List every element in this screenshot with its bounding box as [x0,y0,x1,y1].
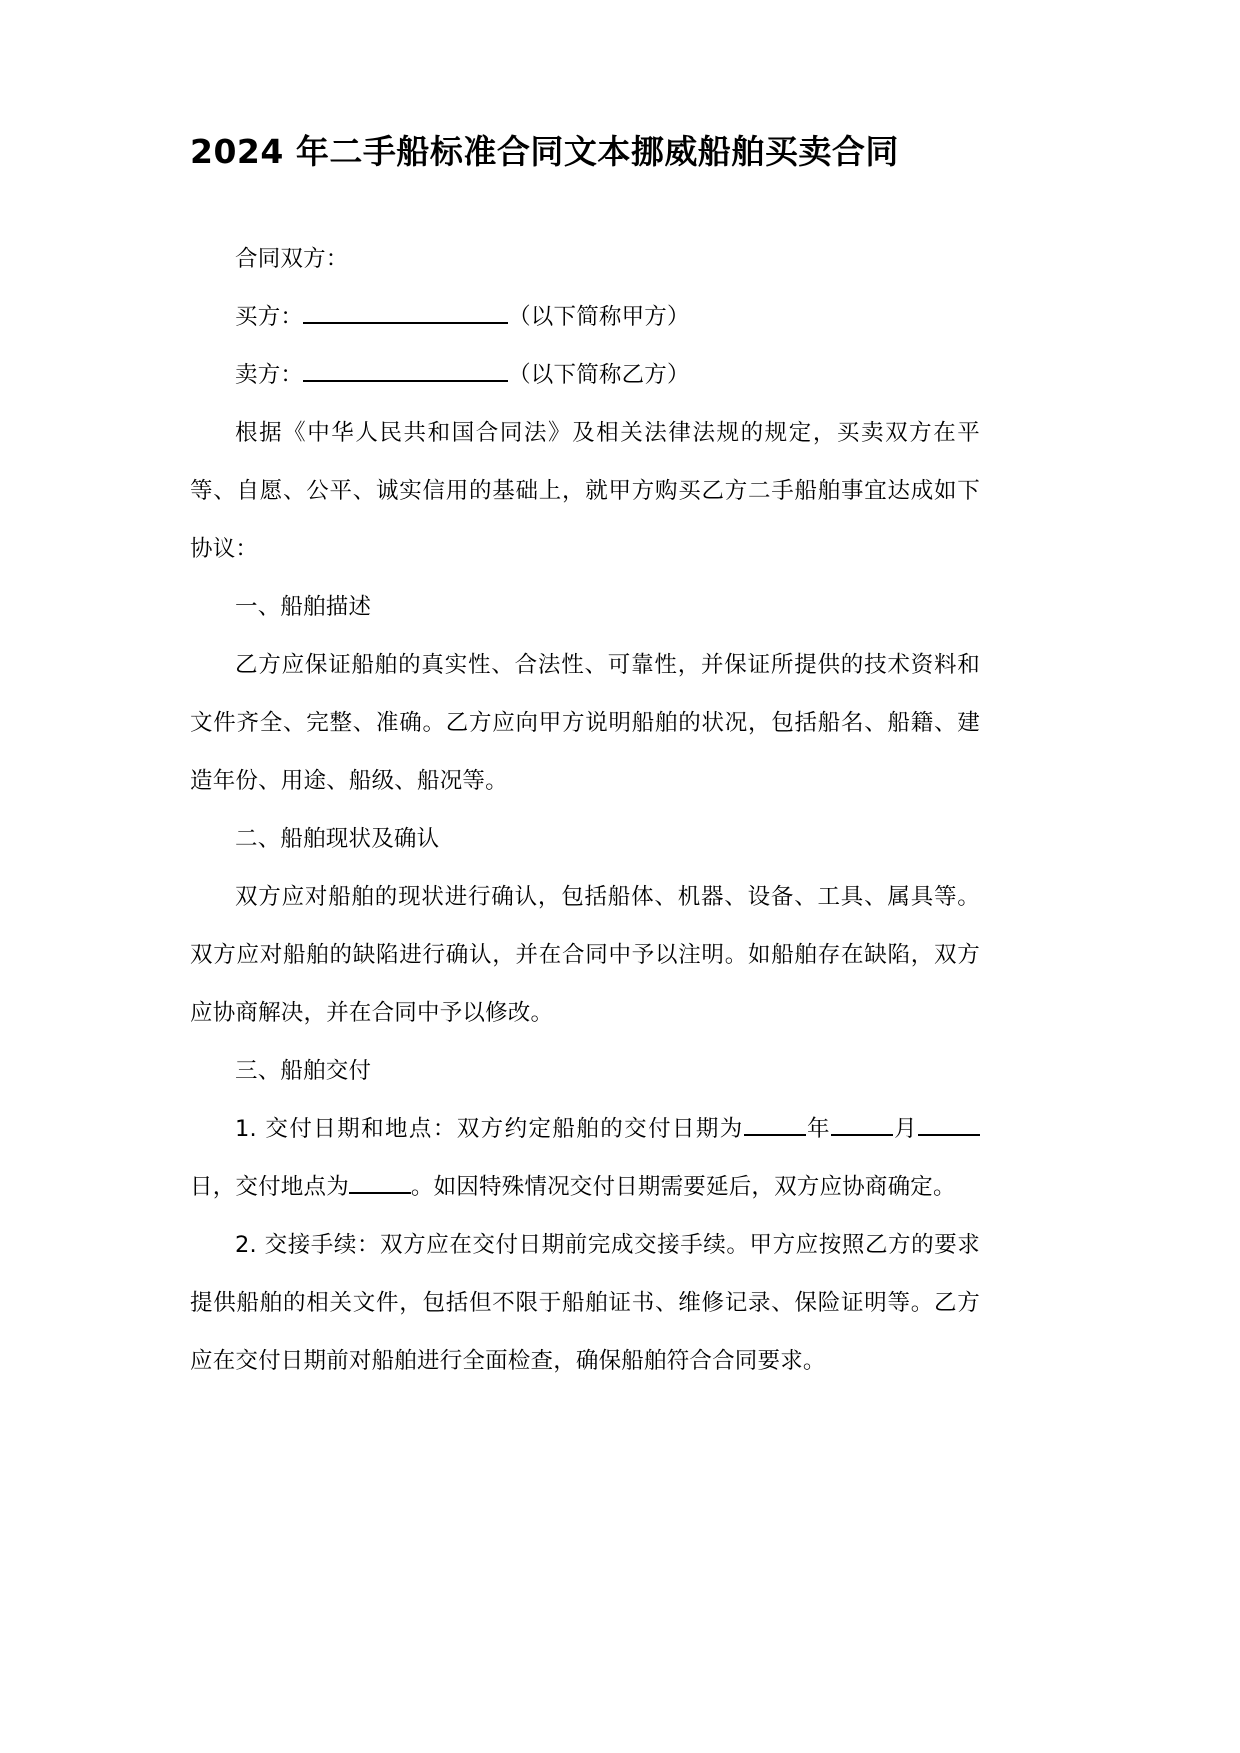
delivery-date-suffix: 。如因特殊情况交付日期需要延后，双方应协商确定。 [410,1174,956,1201]
parties-heading: 合同双方： [235,246,349,273]
buyer-blank-field[interactable] [303,322,508,324]
seller-suffix: （以下简称乙方） [508,362,690,389]
delivery-day-blank[interactable] [918,1134,980,1136]
delivery-place-blank[interactable] [349,1192,411,1194]
buyer-line [190,288,980,346]
seller-label: 卖方： [235,362,304,389]
buyer-label: 买方： [235,304,304,331]
delivery-year-blank[interactable] [744,1134,806,1136]
delivery-month-blank[interactable] [831,1134,893,1136]
delivery-date-prefix: 1. 交付日期和地点：双方约定船舶的交付日期为 [235,1116,744,1143]
document-body [190,230,980,1390]
delivery-year-unit: 年 [805,1116,831,1143]
seller-blank-field[interactable] [303,380,508,382]
handover-item: 2. 交接手续：双方应在交付日期前完成交接手续。甲方应按照乙方的要求提供船舶的相关文件，包括但不限于船舶证书、维修记录、保险证明等。乙方应在交付日期前对船舶进行全面检查，确保船舶符合合同要求。 [190,1232,980,1375]
delivery-date-item [190,1100,980,1216]
section-heading-1: 一、船舶描述 [235,594,372,621]
document-content [190,0,980,1390]
buyer-suffix: （以下简称甲方） [508,304,690,331]
preamble-paragraph: 根据《中华人民共和国合同法》及相关法律法规的规定，买卖双方在平等、自愿、公平、诚实信用的基础上，就甲方购买乙方二手船舶事宜达成如下协议： [190,420,980,563]
section-heading-3: 三、船舶交付 [235,1058,372,1085]
page-title: 2024 年二手船标准合同文本挪威船舶买卖合同 [190,132,899,171]
delivery-day-unit: 日，交付地点为 [190,1174,349,1201]
section-body-2: 双方应对船舶的现状进行确认，包括船体、机器、设备、工具、属具等。双方应对船舶的缺陷进行确认，并在合同中予以注明。如船舶存在缺陷，双方应协商解决，并在合同中予以修改。 [190,884,980,1027]
section-heading-2: 二、船舶现状及确认 [235,826,440,853]
delivery-month-unit: 月 [892,1116,919,1143]
section-body-1: 乙方应保证船舶的真实性、合法性、可靠性，并保证所提供的技术资料和文件齐全、完整、准确。乙方应向甲方说明船舶的状况，包括船名、船籍、建造年份、用途、船级、船况等。 [190,652,980,795]
seller-line [190,346,980,404]
